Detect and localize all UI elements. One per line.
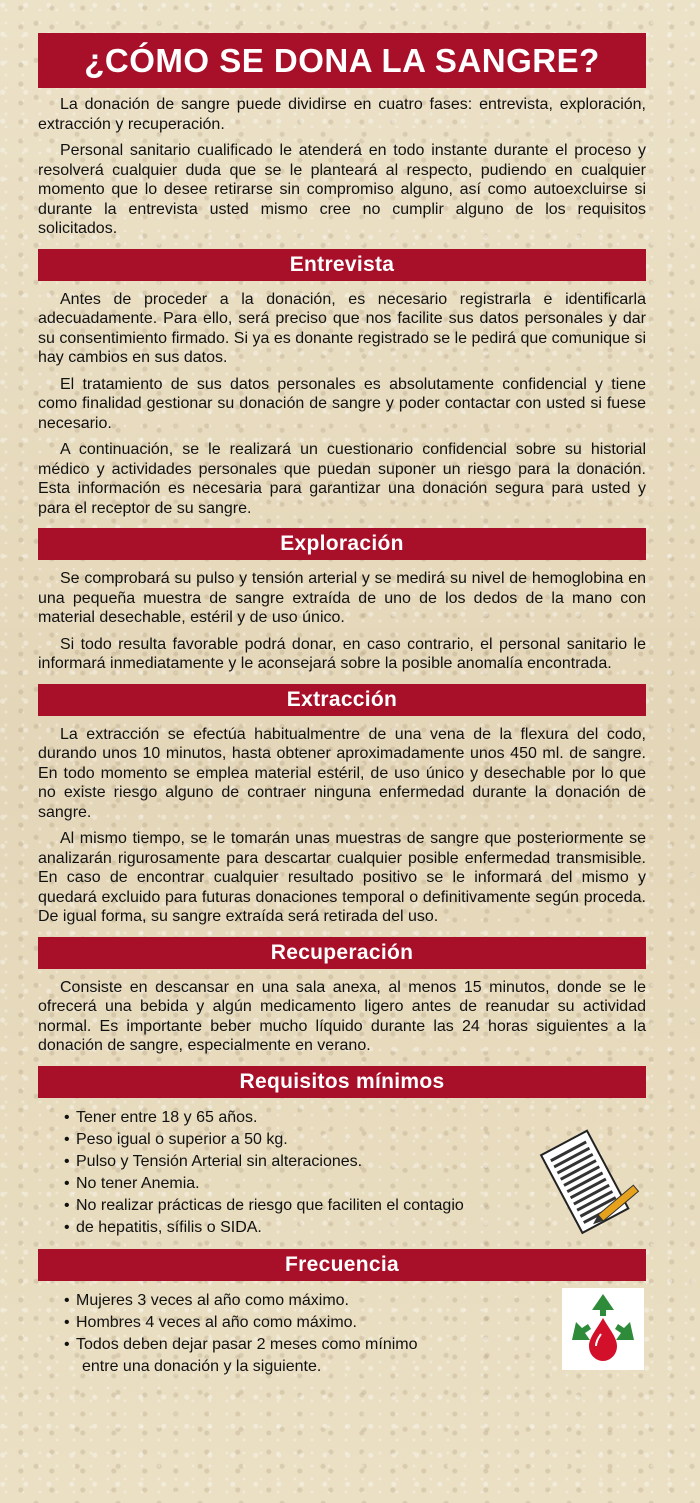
list-item: • Peso igual o superior a 50 kg. (64, 1129, 646, 1151)
page-title: ¿CÓMO SE DONA LA SANGRE? (38, 33, 646, 88)
entrevista-paragraph-2: El tratamiento de sus datos personales es absolutamente confidencial y tiene como finalidad gestionar su donación de sangre y poder contactar con usted si fuese necesario. (38, 375, 646, 432)
list-item: • Todos deben dejar pasar 2 meses como mínimo (64, 1334, 646, 1356)
section-extraccion (38, 684, 646, 927)
section-title-extraccion: Extracción (38, 684, 646, 716)
section-exploracion (38, 528, 646, 674)
leaflet (38, 33, 646, 1378)
entrevista-paragraph-1: Antes de proceder a la donación, es necesario registrarla e identificarla adecuadamente. Para ello, será preciso que nos facilite sus datos personales y dar su consentimiento firmado. Si ya es donante registrado se le pedirá que comunique si hay cambios en sus datos. (38, 290, 646, 366)
section-title-frecuencia: Frecuencia (38, 1249, 646, 1281)
section-recuperacion (38, 937, 646, 1056)
list-item: • Hombres 4 veces al año como máximo. (64, 1312, 646, 1334)
section-frecuencia (38, 1249, 646, 1378)
list-item: • Pulso y Tensión Arterial sin alteraciones. (64, 1151, 646, 1173)
frecuencia-list (38, 1290, 646, 1378)
extraccion-paragraph-1: La extracción se efectúa habitualmentre de una vena de la flexura del codo, durando unos 10 minutos, hasta obtener aproximadamente unos 450 ml. de sangre. En todo momento se emplea material estéril, de uso único y desechable por lo que no existe riesgo alguno de contraer ninguna enfermedad durante la donación de sangre. (38, 725, 646, 821)
section-title-recuperacion: Recuperación (38, 937, 646, 969)
intro (38, 95, 646, 239)
section-title-exploracion: Exploración (38, 528, 646, 560)
list-item-continuation: entre una donación y la siguiente. (82, 1357, 322, 1375)
list-item: • No tener Anemia. (64, 1173, 646, 1195)
intro-paragraph-2: Personal sanitario cualificado le atenderá en todo instante durante el proceso y resolverá cualquier duda que se le planteará al respecto, pudiendo en cualquier momento que lo desee retirarse sin compromiso alguno, así como autoexcluirse si durante la entrevista usted mismo cree no cumplir alguno de los requisitos solicitados. (38, 142, 646, 237)
exploracion-paragraph-2: Si todo resulta favorable podrá donar, en caso contrario, el personal sanitario le informará inmediatamente y le aconsejará sobre la posible anomalía encontrada. (38, 635, 646, 672)
section-title-entrevista: Entrevista (38, 249, 646, 281)
extraccion-paragraph-2: Al mismo tiempo, se le tomarán unas muestras de sangre que posteriormente se analizarán rigurosamente para descartar cualquier posible enfermedad transmisible. En caso de encontrar cualquier resultado positivo se le informará del mismo y quedará excluido para futuras donaciones temporal o definitivamente según proceda. De igual forma, su sangre extraída será retirada del uso. (38, 830, 646, 925)
list-item: • de hepatitis, sífilis o SIDA. (64, 1217, 646, 1239)
entrevista-paragraph-3: A continuación, se le realizará un cuestionario confidencial sobre su historial médico y actividades personales que puedan suponer un riesgo para la donación. Esta información es necesaria para garantizar una donación segura para usted y para el receptor de su sangre. (38, 441, 646, 517)
list-item: • No realizar prácticas de riesgo que faciliten el contagio (64, 1195, 646, 1217)
list-item: • Mujeres 3 veces al año como máximo. (64, 1290, 646, 1312)
blood-drop-recycle-logo (562, 1288, 644, 1370)
section-title-requisitos: Requisitos mínimos (38, 1066, 646, 1098)
list-item: • Tener entre 18 y 65 años. (64, 1107, 646, 1129)
section-requisitos (38, 1066, 646, 1239)
questionnaire-pencil-icon (536, 1125, 646, 1240)
intro-paragraph-1: La donación de sangre puede dividirse en cuatro fases: entrevista, exploración, extracción y recuperación. (38, 96, 646, 133)
requisitos-content (38, 1107, 646, 1239)
section-entrevista (38, 249, 646, 519)
exploracion-paragraph-1: Se comprobará su pulso y tensión arterial y se medirá su nivel de hemoglobina en una pequeña muestra de sangre extraída de uno de los dedos de la mano con material desechable, estéril y de uso único. (38, 570, 646, 626)
frecuencia-content (38, 1290, 646, 1378)
recuperacion-paragraph-1: Consiste en descansar en una sala anexa, al menos 15 minutos, donde se le ofrecerá una bebida y algún medicamento ligero antes de reanudar su actividad normal. Es importante beber mucho líquido durante las 24 horas siguientes a la donación de sangre, especialmente en verano. (38, 978, 646, 1054)
